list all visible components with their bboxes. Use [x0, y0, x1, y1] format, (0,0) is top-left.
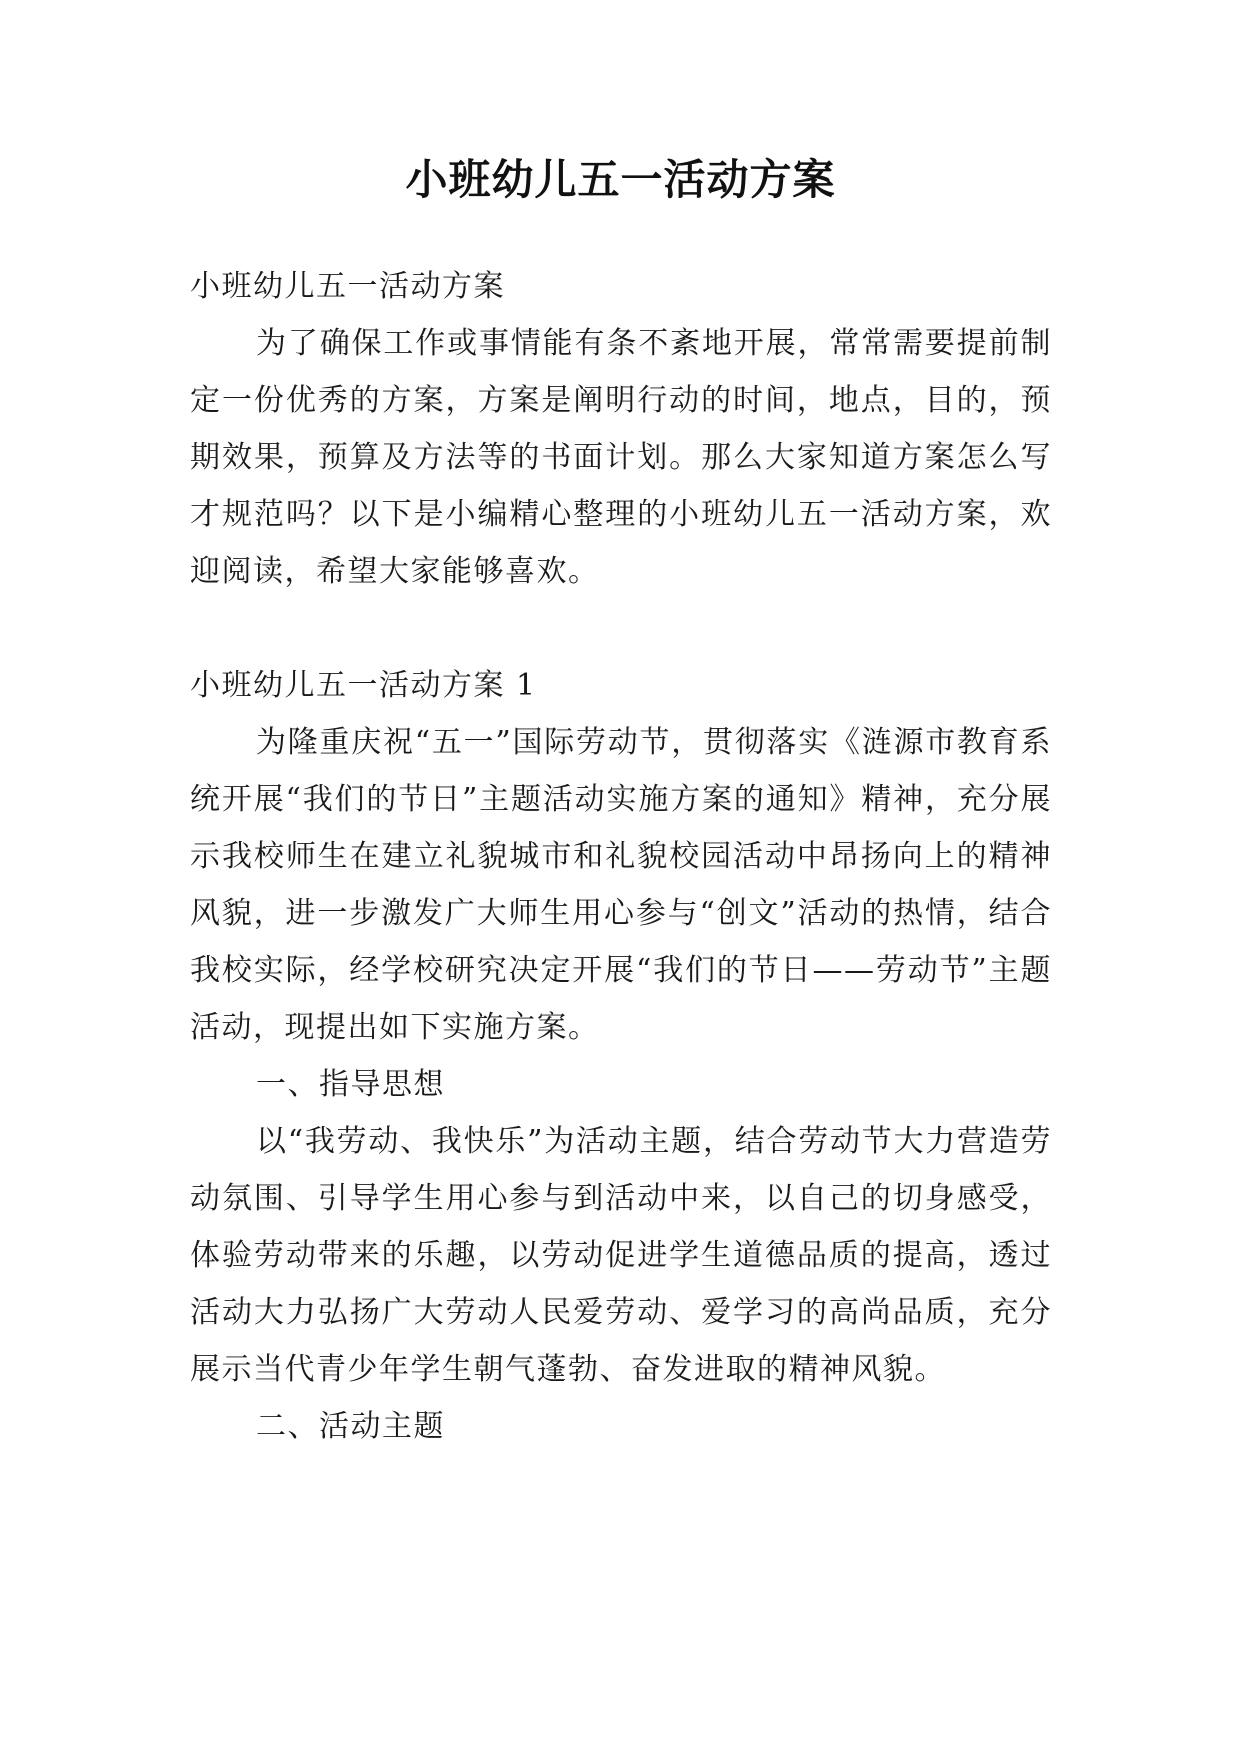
- section1-heading: 一、指导思想: [256, 1067, 445, 1102]
- intro-heading: 小班幼儿五一活动方案: [190, 269, 505, 304]
- paragraph-spacer: [190, 600, 1052, 657]
- document-title: 小班幼儿五一活动方案: [405, 155, 836, 204]
- section1-paragraph: 以“我劳动、我快乐”为活动主题，结合劳动节大力营造劳动氛围、引导学生用心参与到活动中来，以自己的切身感受，体验劳动带来的乐趣，以劳动促进学生道德品质的提高，透过活动大力弘扬广大劳动人民爱劳动、爱学习的高尚品质，充分展示当代青少年学生朝气蓬勃、奋发进取的精神风貌。: [190, 1124, 1052, 1387]
- intro-paragraph: 为了确保工作或事情能有条不紊地开展，常常需要提前制定一份优秀的方案，方案是阐明行动的时间，地点，目的，预期效果，预算及方法等的书面计划。那么大家知道方案怎么写才规范吗？以下是小编精心整理的小班幼儿五一活动方案，欢迎阅读，希望大家能够喜欢。: [190, 326, 1052, 589]
- document-body: [190, 258, 1052, 1455]
- plan1-heading: 小班幼儿五一活动方案 1: [190, 668, 537, 703]
- plan1-paragraph: 为隆重庆祝“五一”国际劳动节，贯彻落实《涟源市教育系统开展“我们的节日”主题活动实施方案的通知》精神，充分展示我校师生在建立礼貌城市和礼貌校园活动中昂扬向上的精神风貌，进一步激发广大师生用心参与“创文”活动的热情，结合我校实际，经学校研究决定开展“我们的节日——劳动节”主题活动，现提出如下实施方案。: [190, 725, 1052, 1045]
- section2-heading: 二、活动主题: [256, 1409, 445, 1444]
